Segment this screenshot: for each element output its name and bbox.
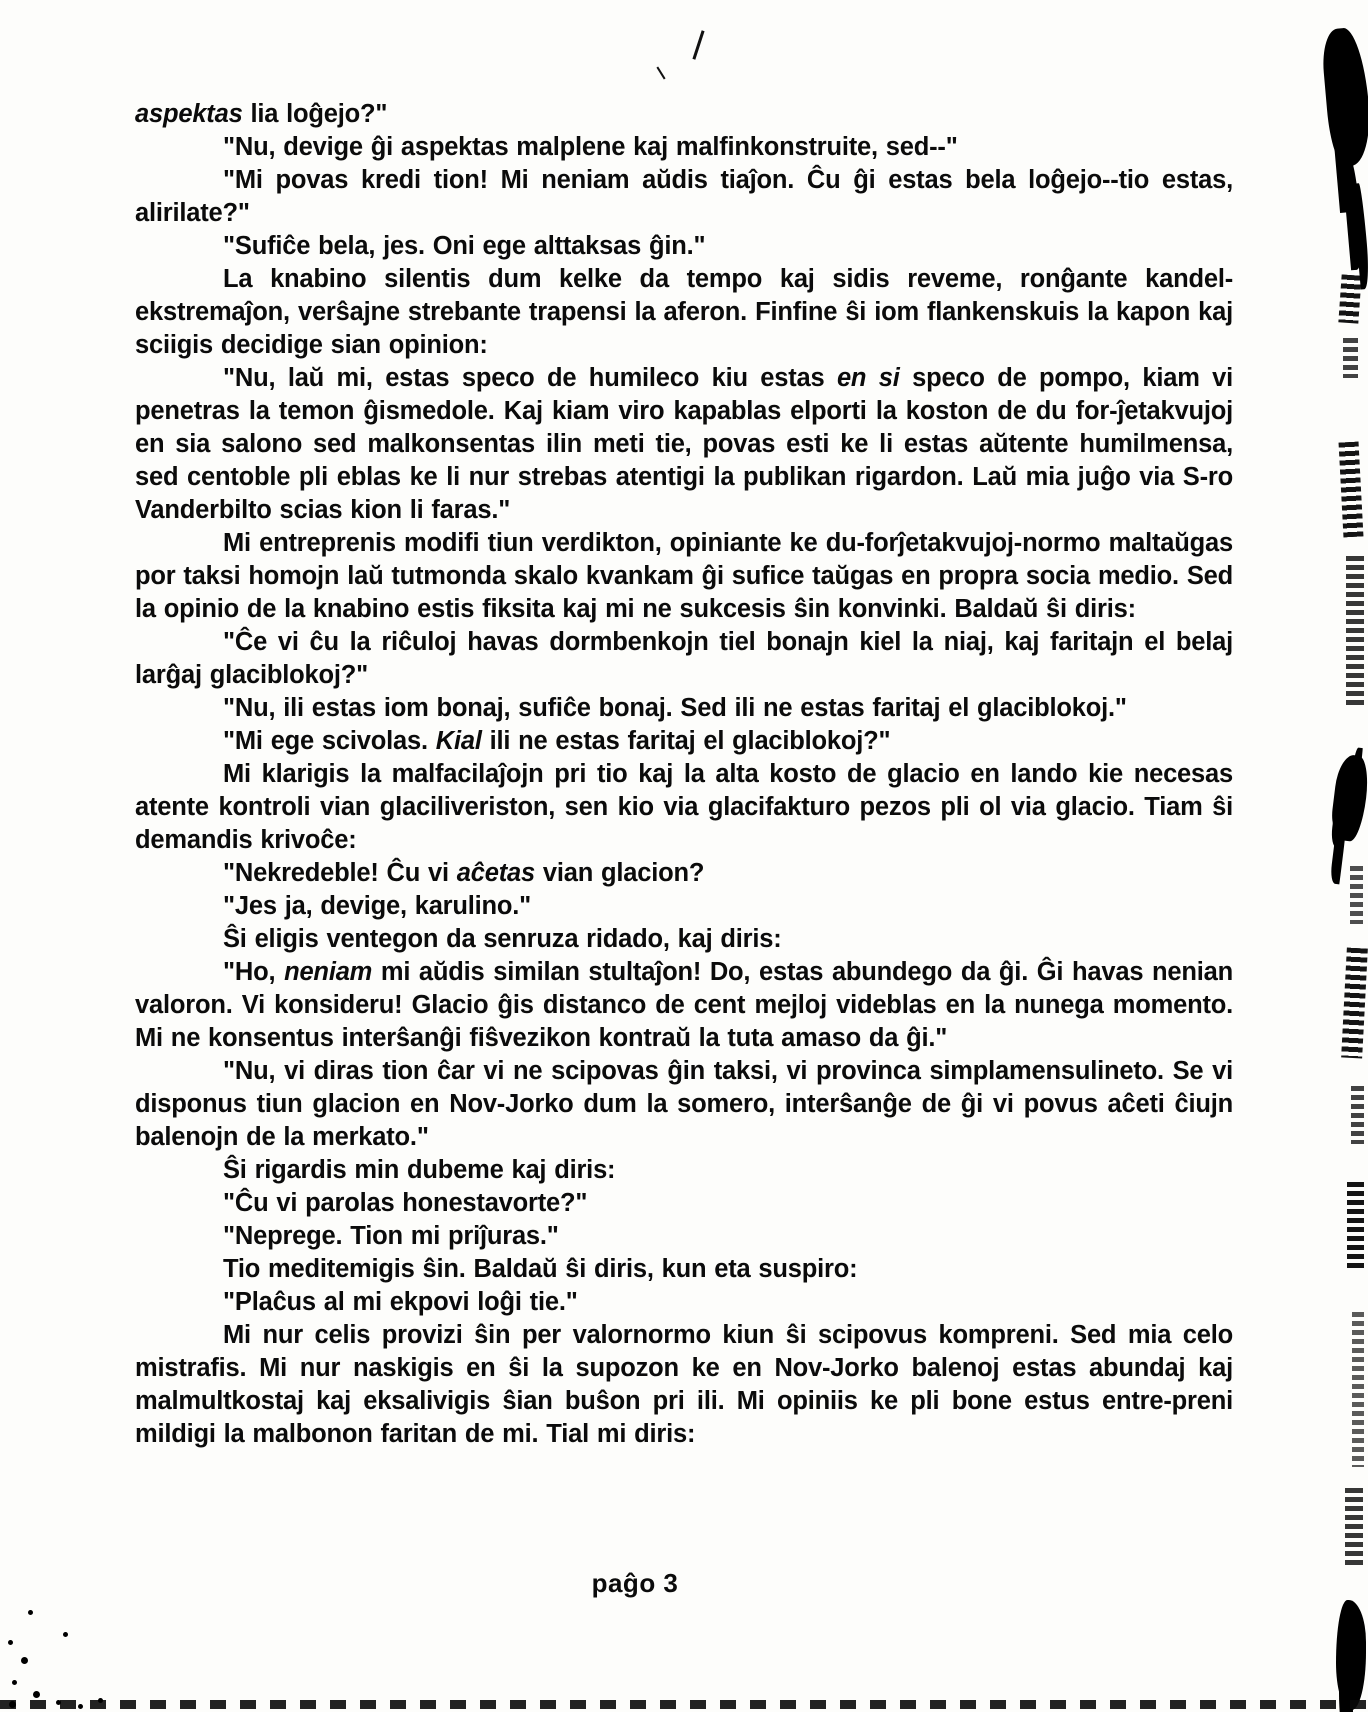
body-text: "Nu, laŭ mi, estas speco de humileco kiu estas xyxy=(223,364,837,392)
scan-speckles xyxy=(8,1640,13,1645)
body-text: "Ĉu vi parolas honestavorte?" xyxy=(223,1189,588,1217)
body-text: Mi entreprenis modifi tiun verdikton, opiniante ke du-forĵetakvujoj-normo maltaŭgas por taksi homojn laŭ tutmonda skalo kvankam ĝi sufice taŭgas en propra socia medio. Sed la opinio de la knabino estis fiksita kaj mi ne sukcesis ŝin konvinki. Baldaŭ ŝi diris: xyxy=(135,529,1233,623)
text-block xyxy=(135,98,1233,1451)
paragraph xyxy=(135,263,1233,362)
body-text: lia loĝejo?" xyxy=(242,100,388,128)
paragraph xyxy=(135,230,1233,263)
ink-smudge xyxy=(1350,866,1363,924)
paragraph xyxy=(135,362,1233,527)
page-number: paĝo 3 xyxy=(591,1568,679,1598)
ink-smudge xyxy=(1345,1488,1363,1568)
body-text: Mi nur celis provizi ŝin per valornormo kiun ŝi scipovus kompreni. Sed mia celo mistrafis. Mi nur naskigis en ŝi la supozon ke en Nov-Jorko balenoj estas abundaj kaj malmultkostaj kaj eksalivigis ŝian buŝon pri ili. Mi opiniis ke pli bone estus entre-preni mildigi la malbonon faritan de mi. Tial mi diris: xyxy=(135,1321,1233,1448)
paragraph xyxy=(135,1187,1233,1220)
ink-blob-icon xyxy=(1320,26,1368,167)
paragraph xyxy=(135,1253,1233,1286)
body-text: Tio meditemigis ŝin. Baldaŭ ŝi diris, kun eta suspiro: xyxy=(223,1255,858,1283)
ink-smudge xyxy=(1338,274,1361,323)
pen-tick-mark xyxy=(656,67,665,80)
body-text: "Nu, devige ĝi aspektas malplene kaj malfinkonstruite, sed--" xyxy=(223,133,958,161)
body-text: Ŝi eligis ventegon da senruza ridado, kaj diris: xyxy=(223,925,782,953)
emphasis-text: aĉetas xyxy=(456,859,535,887)
body-text: "Nekredeble! Ĉu vi xyxy=(223,859,457,887)
paragraph xyxy=(135,1220,1233,1253)
body-text: "Neprege. Tion mi priĵuras." xyxy=(223,1222,559,1250)
emphasis-text: Kial xyxy=(435,727,482,755)
body-text: "Nu, vi diras tion ĉar vi ne scipovas ĝin taksi, vi provinca simplamensulineto. Se vi disponus tiun glacion en Nov-Jorko dum la somero, interŝanĝe de ĝi vi povus aĉeti ĉiujn balenojn de la merkato." xyxy=(135,1057,1233,1151)
paragraph xyxy=(135,890,1233,923)
paragraph xyxy=(135,1154,1233,1187)
pen-stroke-mark xyxy=(692,30,704,59)
ink-blob-icon xyxy=(1329,753,1368,842)
body-text: "Mi ege scivolas. xyxy=(223,727,436,755)
paragraph xyxy=(135,956,1233,1055)
paragraph xyxy=(135,923,1233,956)
ink-smudge xyxy=(1351,1086,1364,1144)
ink-blob-icon xyxy=(1336,1600,1366,1710)
paragraph xyxy=(135,1055,1233,1154)
paragraph xyxy=(135,692,1233,725)
paragraph xyxy=(135,626,1233,692)
paragraph xyxy=(135,758,1233,857)
body-text: mi aŭdis similan stultaĵon! Do, estas abundego da ĝi. Ĝi havas nenian valoron. Vi konsideru! Glacio ĝis distanco de cent mejloj videblas en la nunega momento. Mi ne konsentus interŝanĝi fiŝvezikon kontraŭ la tuta amaso da ĝi." xyxy=(135,958,1233,1052)
body-text: "Plaĉus al mi ekpovi loĝi tie." xyxy=(223,1288,578,1316)
body-text: "Ĉe vi ĉu la riĉuloj havas dormbenkojn tiel bonajn kiel la niaj, kaj faritajn el belaj larĝaj glaciblokoj?" xyxy=(135,628,1233,689)
body-text: "Sufiĉe bela, jes. Oni ege alttaksas ĝin." xyxy=(223,232,706,260)
emphasis-text: neniam xyxy=(284,958,373,986)
paragraph xyxy=(135,857,1233,890)
body-text: "Mi povas kredi tion! Mi neniam aŭdis tiaĵon. Ĉu ĝi estas bela loĝejo--tio estas, alirilate?" xyxy=(135,166,1233,227)
paragraph xyxy=(135,98,1233,131)
paragraph xyxy=(135,1286,1233,1319)
ink-smudge xyxy=(1346,556,1364,706)
paragraph xyxy=(135,164,1233,230)
body-text: Mi klarigis la malfacilaĵojn pri tio kaj la alta kosto de glacio en lando kie necesas atente kontroli vian glaciliveriston, sen kio via glacifakturo pezos pli ol via glacio. Tiam ŝi demandis krivoĉe: xyxy=(135,760,1233,854)
body-text: Ŝi rigardis min dubeme kaj diris: xyxy=(223,1156,616,1184)
body-text: "Jes ja, devige, karulino." xyxy=(223,892,532,920)
body-text: ili ne estas faritaj el glaciblokoj?" xyxy=(481,727,891,755)
paragraph xyxy=(135,131,1233,164)
body-text: "Ho, xyxy=(223,958,285,986)
paragraph xyxy=(135,725,1233,758)
emphasis-text: en si xyxy=(836,364,900,392)
ink-smudge xyxy=(1352,1312,1364,1467)
body-text: "Nu, ili estas iom bonaj, sufiĉe bonaj. Sed ili ne estas faritaj el glaciblokoj." xyxy=(223,694,1127,722)
ink-smudge xyxy=(1343,338,1358,378)
scan-edge-dots xyxy=(0,1700,1368,1709)
emphasis-text: aspektas xyxy=(135,100,243,128)
ink-smudge xyxy=(1339,442,1364,538)
paragraph xyxy=(135,527,1233,626)
ink-smudge xyxy=(1347,1182,1364,1272)
body-text: La knabino silentis dum kelke da tempo kaj sidis reveme, ronĝante kandel-ekstremaĵon, verŝajne strebante trapensi la aferon. Finfine ŝi iom flankenskuis la kapon kaj sciigis decidige sian opinion: xyxy=(135,265,1233,359)
body-text: speco de pompo, kiam vi penetras la temon ĝismedole. Kaj kiam viro kapablas elporti la koston de du for-ĵetakvujoj en sia salono sed malkonsentas ilin meti tie, povas esti ke li estas aŭtente humilmensa, sed centoble pli eblas ke li nur strebas atentigi la publikan rigardon. Laŭ mia juĝo via S-ro Vanderbilto scias kion li faras." xyxy=(135,364,1233,524)
body-text: vian glacion? xyxy=(534,859,705,887)
paragraph xyxy=(135,1319,1233,1451)
ink-smudge xyxy=(1341,948,1368,1059)
